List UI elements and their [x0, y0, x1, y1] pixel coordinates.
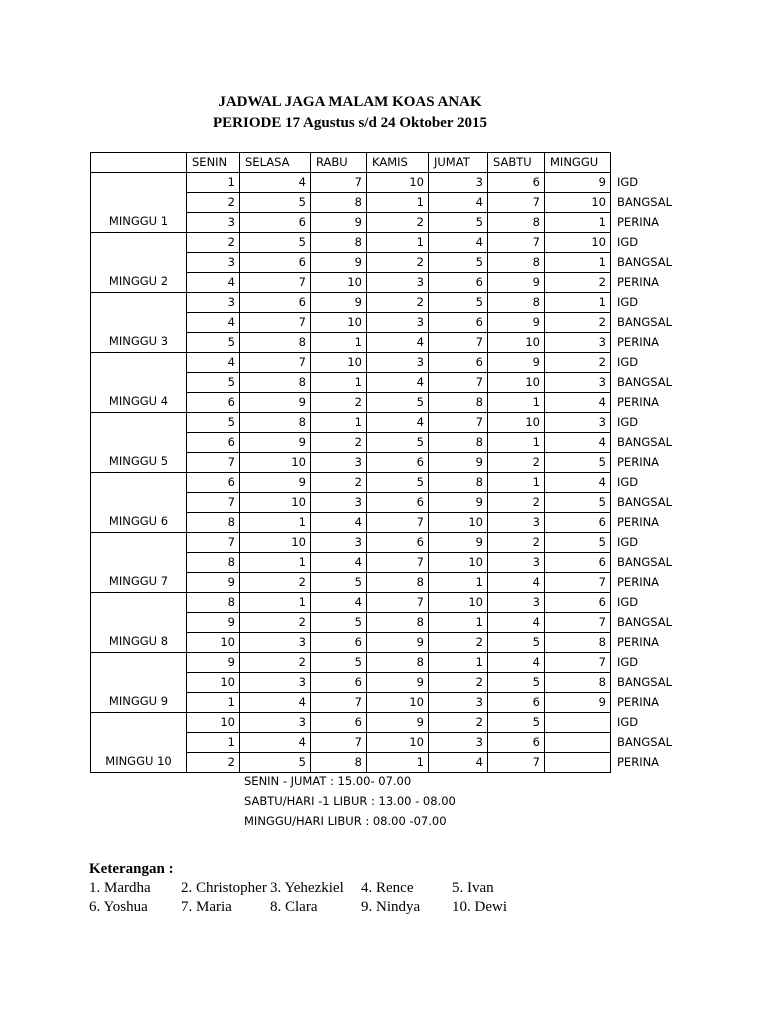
schedule-cell: 8 [311, 233, 367, 253]
schedule-cell: 1 [187, 173, 240, 193]
schedule-cell: 10 [367, 173, 429, 193]
schedule-cell: 6 [545, 593, 611, 613]
schedule-cell: 1 [429, 613, 488, 633]
schedule-cell: 6 [545, 513, 611, 533]
location-label: IGD [617, 415, 639, 429]
schedule-cell: 4 [240, 173, 311, 193]
schedule-cell: 7 [187, 493, 240, 513]
schedule-cell: 7 [488, 233, 545, 253]
week-label: MINGGU 6 [91, 473, 187, 533]
schedule-cell: 3 [240, 713, 311, 733]
location-label: BANGSAL [617, 255, 673, 269]
week-label: MINGGU 5 [91, 413, 187, 473]
schedule-cell: 4 [429, 193, 488, 213]
schedule-cell: 5 [429, 293, 488, 313]
legend-name: 1. Mardha [89, 880, 151, 896]
schedule-cell: 9 [240, 473, 311, 493]
legend-name: 4. Rence [361, 880, 414, 896]
schedule-cell: 5 [429, 253, 488, 273]
schedule-cell: 6 [311, 673, 367, 693]
schedule-cell: 7 [240, 273, 311, 293]
schedule-cell: 8 [240, 413, 311, 433]
schedule-cell: 1 [240, 593, 311, 613]
legend-name: 5. Ivan [452, 880, 494, 896]
week-label: MINGGU 1 [91, 173, 187, 233]
schedule-cell: 3 [545, 333, 611, 353]
schedule-cell: 1 [488, 393, 545, 413]
location-label: IGD [617, 475, 639, 489]
table-row [91, 353, 681, 373]
table-row [91, 593, 681, 613]
schedule-cell: 5 [488, 713, 545, 733]
schedule-cell: 4 [488, 613, 545, 633]
schedule-cell: 2 [545, 353, 611, 373]
schedule-cell: 10 [187, 713, 240, 733]
week-label: MINGGU 8 [91, 593, 187, 653]
schedule-cell: 8 [367, 613, 429, 633]
location-label: PERINA [617, 515, 660, 529]
schedule-cell: 2 [187, 753, 240, 773]
location-label: IGD [617, 175, 639, 189]
schedule-cell: 1 [367, 233, 429, 253]
schedule-cell: 6 [488, 173, 545, 193]
schedule-cell: 10 [367, 693, 429, 713]
schedule-cell: 9 [367, 633, 429, 653]
location-label: PERINA [617, 575, 660, 589]
schedule-cell: 8 [240, 333, 311, 353]
schedule-cell: 1 [545, 253, 611, 273]
week-label: MINGGU 2 [91, 233, 187, 293]
schedule-cell: 8 [429, 393, 488, 413]
schedule-cell: 2 [367, 293, 429, 313]
location-label: IGD [617, 295, 639, 309]
schedule-cell: 4 [545, 433, 611, 453]
schedule-cell [545, 713, 611, 733]
schedule-cell: 7 [429, 333, 488, 353]
schedule-cell: 2 [545, 273, 611, 293]
schedule-cell: 9 [240, 393, 311, 413]
schedule-cell: 2 [488, 493, 545, 513]
schedule-cell: 9 [311, 253, 367, 273]
schedule-cell: 6 [488, 733, 545, 753]
schedule-cell: 9 [429, 493, 488, 513]
schedule-cell: 6 [240, 213, 311, 233]
schedule-cell: 9 [367, 713, 429, 733]
schedule-cell: 8 [488, 293, 545, 313]
schedule-cell: 2 [311, 473, 367, 493]
schedule-cell: 7 [545, 573, 611, 593]
schedule-cell: 2 [311, 433, 367, 453]
schedule-cell: 10 [240, 493, 311, 513]
legend-name: 10. Dewi [452, 899, 507, 915]
note-sunday-hours: MINGGU/HARI LIBUR : 08.00 -07.00 [244, 814, 447, 828]
location-label: PERINA [617, 335, 660, 349]
schedule-cell: 10 [429, 553, 488, 573]
schedule-cell: 6 [240, 253, 311, 273]
schedule-cell: 3 [311, 493, 367, 513]
schedule-cell: 2 [488, 533, 545, 553]
schedule-cell: 9 [488, 273, 545, 293]
schedule-cell: 8 [311, 193, 367, 213]
header-row [91, 153, 681, 173]
location-label: PERINA [617, 395, 660, 409]
schedule-cell: 4 [545, 473, 611, 493]
schedule-cell: 8 [311, 753, 367, 773]
column-header: SELASA [240, 153, 311, 173]
location-label: BANGSAL [617, 435, 673, 449]
schedule-cell [545, 753, 611, 773]
schedule-cell: 4 [187, 273, 240, 293]
schedule-cell: 6 [311, 713, 367, 733]
schedule-cell: 9 [488, 353, 545, 373]
schedule-cell: 3 [545, 373, 611, 393]
schedule-cell: 8 [545, 673, 611, 693]
schedule-cell: 2 [429, 633, 488, 653]
schedule-cell: 3 [367, 353, 429, 373]
schedule-cell: 5 [488, 673, 545, 693]
schedule-cell: 5 [187, 333, 240, 353]
schedule-cell: 9 [187, 653, 240, 673]
schedule-cell: 7 [545, 653, 611, 673]
schedule-cell: 2 [240, 573, 311, 593]
week-label: MINGGU 3 [91, 293, 187, 353]
schedule-cell: 4 [187, 313, 240, 333]
schedule-cell: 4 [240, 733, 311, 753]
schedule-cell: 6 [240, 293, 311, 313]
schedule-cell: 2 [545, 313, 611, 333]
schedule-cell: 3 [429, 173, 488, 193]
schedule-cell: 1 [187, 733, 240, 753]
schedule-cell: 5 [429, 213, 488, 233]
schedule-cell: 10 [240, 453, 311, 473]
location-label: BANGSAL [617, 195, 673, 209]
location-label: BANGSAL [617, 555, 673, 569]
location-label: PERINA [617, 215, 660, 229]
schedule-cell: 5 [545, 453, 611, 473]
schedule-cell: 10 [545, 193, 611, 213]
column-header: RABU [311, 153, 367, 173]
schedule-cell: 3 [240, 633, 311, 653]
schedule-cell: 1 [488, 473, 545, 493]
location-label: PERINA [617, 755, 660, 769]
schedule-cell [545, 733, 611, 753]
schedule-cell: 8 [187, 553, 240, 573]
location-label: IGD [617, 595, 639, 609]
location-label: IGD [617, 235, 639, 249]
schedule-cell: 2 [429, 713, 488, 733]
week-label: MINGGU 9 [91, 653, 187, 713]
schedule-cell: 1 [311, 333, 367, 353]
schedule-cell: 9 [187, 613, 240, 633]
schedule-cell: 2 [367, 213, 429, 233]
schedule-cell: 5 [187, 413, 240, 433]
location-label: IGD [617, 715, 639, 729]
schedule-cell: 8 [429, 433, 488, 453]
schedule-cell: 3 [367, 313, 429, 333]
schedule-cell: 6 [187, 393, 240, 413]
schedule-cell: 8 [367, 573, 429, 593]
location-label: BANGSAL [617, 315, 673, 329]
schedule-cell: 4 [488, 653, 545, 673]
location-label: PERINA [617, 455, 660, 469]
schedule-cell: 1 [187, 693, 240, 713]
schedule-cell: 1 [311, 413, 367, 433]
schedule-table [90, 152, 681, 773]
note-weekday-hours: SENIN - JUMAT : 15.00- 07.00 [244, 774, 412, 788]
schedule-cell: 10 [429, 593, 488, 613]
schedule-cell: 3 [367, 273, 429, 293]
table-row [91, 653, 681, 673]
schedule-cell: 1 [545, 293, 611, 313]
location-label: BANGSAL [617, 735, 673, 749]
schedule-cell: 5 [488, 633, 545, 653]
schedule-cell: 10 [311, 313, 367, 333]
schedule-cell: 7 [367, 513, 429, 533]
schedule-cell: 8 [488, 213, 545, 233]
schedule-cell: 4 [367, 333, 429, 353]
schedule-cell: 1 [429, 653, 488, 673]
schedule-cell: 6 [187, 433, 240, 453]
schedule-cell: 10 [187, 633, 240, 653]
schedule-cell: 1 [311, 373, 367, 393]
schedule-cell: 5 [311, 613, 367, 633]
schedule-cell: 4 [367, 373, 429, 393]
schedule-cell: 2 [429, 673, 488, 693]
schedule-cell: 5 [311, 573, 367, 593]
location-header-blank [611, 153, 681, 173]
schedule-cell: 10 [488, 373, 545, 393]
location-label: BANGSAL [617, 675, 673, 689]
table-row [91, 713, 681, 733]
schedule-cell: 5 [367, 473, 429, 493]
schedule-cell: 9 [187, 573, 240, 593]
schedule-cell: 9 [429, 533, 488, 553]
schedule-cell: 3 [545, 413, 611, 433]
schedule-cell: 5 [240, 193, 311, 213]
location-label: PERINA [617, 635, 660, 649]
column-header: SENIN [187, 153, 240, 173]
schedule-cell: 6 [488, 693, 545, 713]
schedule-cell: 3 [311, 533, 367, 553]
schedule-cell: 3 [488, 513, 545, 533]
schedule-cell: 9 [488, 313, 545, 333]
schedule-cell: 5 [240, 753, 311, 773]
schedule-cell: 2 [187, 233, 240, 253]
schedule-cell: 9 [545, 173, 611, 193]
schedule-cell: 7 [429, 373, 488, 393]
schedule-cell: 9 [367, 673, 429, 693]
note-saturday-hours: SABTU/HARI -1 LIBUR : 13.00 - 08.00 [244, 794, 456, 808]
schedule-cell: 4 [367, 413, 429, 433]
schedule-cell: 4 [429, 753, 488, 773]
schedule-cell: 7 [311, 173, 367, 193]
schedule-cell: 7 [367, 593, 429, 613]
location-label: BANGSAL [617, 615, 673, 629]
schedule-cell: 2 [187, 193, 240, 213]
schedule-cell: 1 [367, 193, 429, 213]
legend-name: 8. Clara [270, 899, 318, 915]
schedule-cell: 5 [240, 233, 311, 253]
schedule-cell: 1 [240, 553, 311, 573]
schedule-cell: 3 [187, 213, 240, 233]
legend-name: 6. Yoshua [89, 899, 148, 915]
schedule-cell: 5 [545, 533, 611, 553]
schedule-cell: 9 [429, 453, 488, 473]
schedule-cell: 3 [488, 593, 545, 613]
schedule-cell: 1 [545, 213, 611, 233]
schedule-cell: 10 [240, 533, 311, 553]
table-row [91, 473, 681, 493]
schedule-cell: 5 [187, 373, 240, 393]
legend-title: Keterangan : [89, 861, 174, 877]
schedule-cell: 4 [488, 573, 545, 593]
document-title: JADWAL JAGA MALAM KOAS ANAK [218, 94, 482, 110]
schedule-cell: 7 [545, 613, 611, 633]
schedule-cell: 7 [311, 733, 367, 753]
location-label: IGD [617, 535, 639, 549]
schedule-cell: 7 [367, 553, 429, 573]
schedule-cell: 10 [367, 733, 429, 753]
schedule-cell: 10 [311, 353, 367, 373]
schedule-cell: 3 [240, 673, 311, 693]
week-label: MINGGU 7 [91, 533, 187, 593]
column-header: SABTU [488, 153, 545, 173]
location-label: BANGSAL [617, 495, 673, 509]
table-row [91, 233, 681, 253]
schedule-cell: 9 [545, 693, 611, 713]
schedule-cell: 4 [311, 593, 367, 613]
schedule-cell: 1 [367, 753, 429, 773]
schedule-cell: 7 [187, 533, 240, 553]
schedule-cell: 9 [311, 293, 367, 313]
schedule-cell: 5 [367, 433, 429, 453]
schedule-cell: 6 [367, 533, 429, 553]
schedule-cell: 7 [240, 353, 311, 373]
schedule-cell: 8 [240, 373, 311, 393]
schedule-cell: 2 [367, 253, 429, 273]
schedule-cell: 10 [488, 413, 545, 433]
schedule-cell: 5 [311, 653, 367, 673]
column-header: KAMIS [367, 153, 429, 173]
week-label: MINGGU 4 [91, 353, 187, 413]
schedule-cell: 3 [187, 293, 240, 313]
schedule-cell: 6 [429, 313, 488, 333]
schedule-cell: 4 [429, 233, 488, 253]
column-header: JUMAT [429, 153, 488, 173]
schedule-cell: 9 [240, 433, 311, 453]
legend-name: 7. Maria [181, 899, 232, 915]
schedule-cell: 7 [488, 193, 545, 213]
schedule-cell: 7 [187, 453, 240, 473]
table-row [91, 533, 681, 553]
schedule-cell: 6 [367, 493, 429, 513]
schedule-cell: 1 [488, 433, 545, 453]
schedule-cell: 2 [240, 613, 311, 633]
schedule-cell: 3 [311, 453, 367, 473]
schedule-cell: 10 [429, 513, 488, 533]
schedule-cell: 7 [429, 413, 488, 433]
schedule-cell: 9 [311, 213, 367, 233]
schedule-cell: 4 [311, 553, 367, 573]
schedule-cell: 3 [488, 553, 545, 573]
schedule-cell: 8 [545, 633, 611, 653]
schedule-cell: 1 [240, 513, 311, 533]
schedule-cell: 8 [187, 513, 240, 533]
schedule-cell: 8 [488, 253, 545, 273]
schedule-cell: 1 [429, 573, 488, 593]
schedule-cell: 7 [488, 753, 545, 773]
table-row [91, 293, 681, 313]
legend-name: 9. Nindya [361, 899, 421, 915]
schedule-cell: 6 [311, 633, 367, 653]
location-label: PERINA [617, 695, 660, 709]
schedule-cell: 8 [187, 593, 240, 613]
schedule-cell: 5 [545, 493, 611, 513]
location-label: IGD [617, 355, 639, 369]
schedule-cell: 10 [187, 673, 240, 693]
legend-name: 3. Yehezkiel [270, 880, 344, 896]
schedule-cell: 4 [187, 353, 240, 373]
schedule-cell: 4 [311, 513, 367, 533]
schedule-cell: 6 [429, 353, 488, 373]
location-label: PERINA [617, 275, 660, 289]
schedule-cell: 3 [429, 733, 488, 753]
location-label: BANGSAL [617, 375, 673, 389]
schedule-cell: 6 [545, 553, 611, 573]
schedule-cell: 4 [545, 393, 611, 413]
schedule-cell: 4 [240, 693, 311, 713]
schedule-cell: 7 [311, 693, 367, 713]
schedule-cell: 6 [367, 453, 429, 473]
schedule-cell: 6 [429, 273, 488, 293]
document-period: PERIODE 17 Agustus s/d 24 Oktober 2015 [213, 115, 487, 131]
schedule-cell: 10 [545, 233, 611, 253]
table-row [91, 173, 681, 193]
schedule-cell: 10 [488, 333, 545, 353]
column-header: MINGGU [545, 153, 611, 173]
schedule-cell: 2 [311, 393, 367, 413]
schedule-cell: 8 [367, 653, 429, 673]
schedule-cell: 2 [488, 453, 545, 473]
schedule-cell: 3 [429, 693, 488, 713]
week-label: MINGGU 10 [91, 713, 187, 773]
schedule-cell: 2 [240, 653, 311, 673]
location-label: IGD [617, 655, 639, 669]
table-row [91, 413, 681, 433]
schedule-cell: 8 [429, 473, 488, 493]
schedule-cell: 10 [311, 273, 367, 293]
legend-name: 2. Christopher [181, 880, 267, 896]
schedule-cell: 6 [187, 473, 240, 493]
schedule-cell: 5 [367, 393, 429, 413]
schedule-cell: 7 [240, 313, 311, 333]
header-corner-cell [91, 153, 187, 173]
schedule-cell: 3 [187, 253, 240, 273]
